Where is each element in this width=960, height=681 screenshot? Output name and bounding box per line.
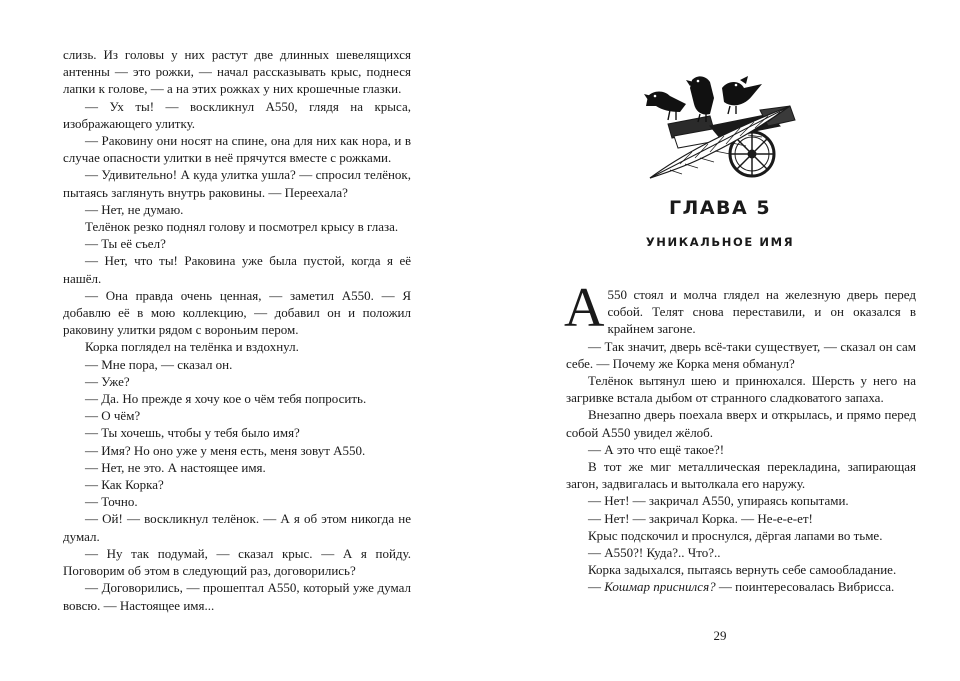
paragraph: — О чём? xyxy=(85,408,141,424)
page-number: 29 xyxy=(713,628,727,643)
crows-feather-wheel-icon xyxy=(640,66,800,181)
paragraph: — Раковину они носят на спине, она для них как нора, и в случае опасности улитки в неё прячутся вместе с рожками. xyxy=(63,133,411,166)
paragraph: — Ну так подумай, — сказал крыс. — А я пойду. Поговорим об этом в следующий раз, договорились? xyxy=(63,545,411,579)
paragraph: — Нет, не это. А настоящее имя. xyxy=(85,459,266,475)
paragraph: Корка задыхался, пытаясь вернуть себе самообладание. xyxy=(588,562,897,578)
right-page xyxy=(480,0,960,681)
paragraph: — Нет, не думаю. xyxy=(85,201,184,217)
last-paragraph xyxy=(566,578,916,595)
paragraph: — Ой! — воскликнул телёнок. — А я об этом никогда не думал. xyxy=(63,511,411,544)
paragraph: — Как Корка? xyxy=(85,477,164,493)
paragraph: — А550?! Куда?.. Что?.. xyxy=(588,545,721,561)
crow-icon-middle xyxy=(686,76,714,122)
paragraph: — Так значит, дверь всё-таки существует, — сказал он сам себе. — Почему же Корка меня обманул? xyxy=(566,338,916,371)
opening-paragraph-text: 550 стоял и молча глядел на железную дверь перед собой. Телят снова переставили, и он оказался в крайнем загоне. xyxy=(607,287,916,337)
crow-icon-right xyxy=(722,76,762,114)
paragraph: — Нет! — закричал А550, упираясь копытами. xyxy=(588,493,849,509)
paragraph: Крыс подскочил и проснулся, дёргая лапами во тьме. xyxy=(588,527,883,543)
paragraph: — Нет! — закричал Корка. — Не-е-е-ет! xyxy=(588,510,813,526)
paragraph: Корка поглядел на телёнка и вздохнул. xyxy=(85,339,299,355)
left-page-text xyxy=(63,46,411,614)
crow-icon-left xyxy=(644,92,686,121)
paragraph: — Уже? xyxy=(85,373,130,389)
drop-cap: А xyxy=(564,277,605,339)
italic-phrase: Кошмар приснился? xyxy=(604,579,716,595)
paragraph: — Договорились, — прошептал А550, который уже думал вовсю. — Настоящее имя... xyxy=(63,580,411,613)
paragraph: — Ты её съел? xyxy=(85,236,166,252)
last-rest: — поинтересовалась Вибрисса. xyxy=(715,579,895,595)
chapter-opening-paragraph xyxy=(564,277,916,339)
paragraph: — Имя? Но оно уже у меня есть, меня зовут А550. xyxy=(85,442,366,458)
paragraph: — Точно. xyxy=(85,494,138,510)
paragraph: — Удивительно! А куда улитка ушла? — спросил телёнок, пытаясь заглянуть внутрь раковины. — Переехала? xyxy=(63,167,411,200)
paragraph: — Ух ты! — воскликнул А550, глядя на крыса, изображающего улитку. xyxy=(63,98,411,131)
right-page-text xyxy=(564,277,916,596)
paragraph: — Да. Но прежде я хочу кое о чём тебя попросить. xyxy=(85,391,367,407)
paragraph: слизь. Из головы у них растут две длинных шевелящихся антенны — это рожки, — начал рассказывать крыс, поднеся лапки к голове, — а на этих рожках у них крошечные глазки. xyxy=(63,47,411,97)
paragraph: — Ты хочешь, чтобы у тебя было имя? xyxy=(85,425,300,441)
right-paragraphs xyxy=(566,338,916,579)
paragraph: — Она правда очень ценная, — заметил А550. — Я добавлю её в мою коллекцию, — добавил он и положил раковину улитки рядом с вороньим пером. xyxy=(63,287,411,338)
last-dash: — xyxy=(588,579,605,595)
chapter-subtitle: УНИКАЛЬНОЕ ИМЯ xyxy=(645,235,795,249)
paragraph: Внезапно дверь поехала вверх и открылась, и прямо перед собой А550 увидел жёлоб. xyxy=(566,407,916,440)
paragraph: В тот же миг металлическая перекладина, запирающая загон, задвигалась и вытолкала его наружу. xyxy=(566,459,916,492)
paragraph: — А это что ещё такое?! xyxy=(588,441,725,457)
paragraph: Телёнок резко поднял голову и посмотрел крысу в глаза. xyxy=(85,219,399,235)
chapter-title: ГЛАВА 5 xyxy=(668,197,772,219)
paragraph: — Нет, что ты! Раковина уже была пустой, когда я её нашёл. xyxy=(63,253,411,286)
paragraph: — Мне пора, — сказал он. xyxy=(85,356,233,372)
paragraph: Телёнок вытянул шею и принюхался. Шерсть у него на загривке встала дыбом от странного сладковатого запаха. xyxy=(566,373,916,406)
